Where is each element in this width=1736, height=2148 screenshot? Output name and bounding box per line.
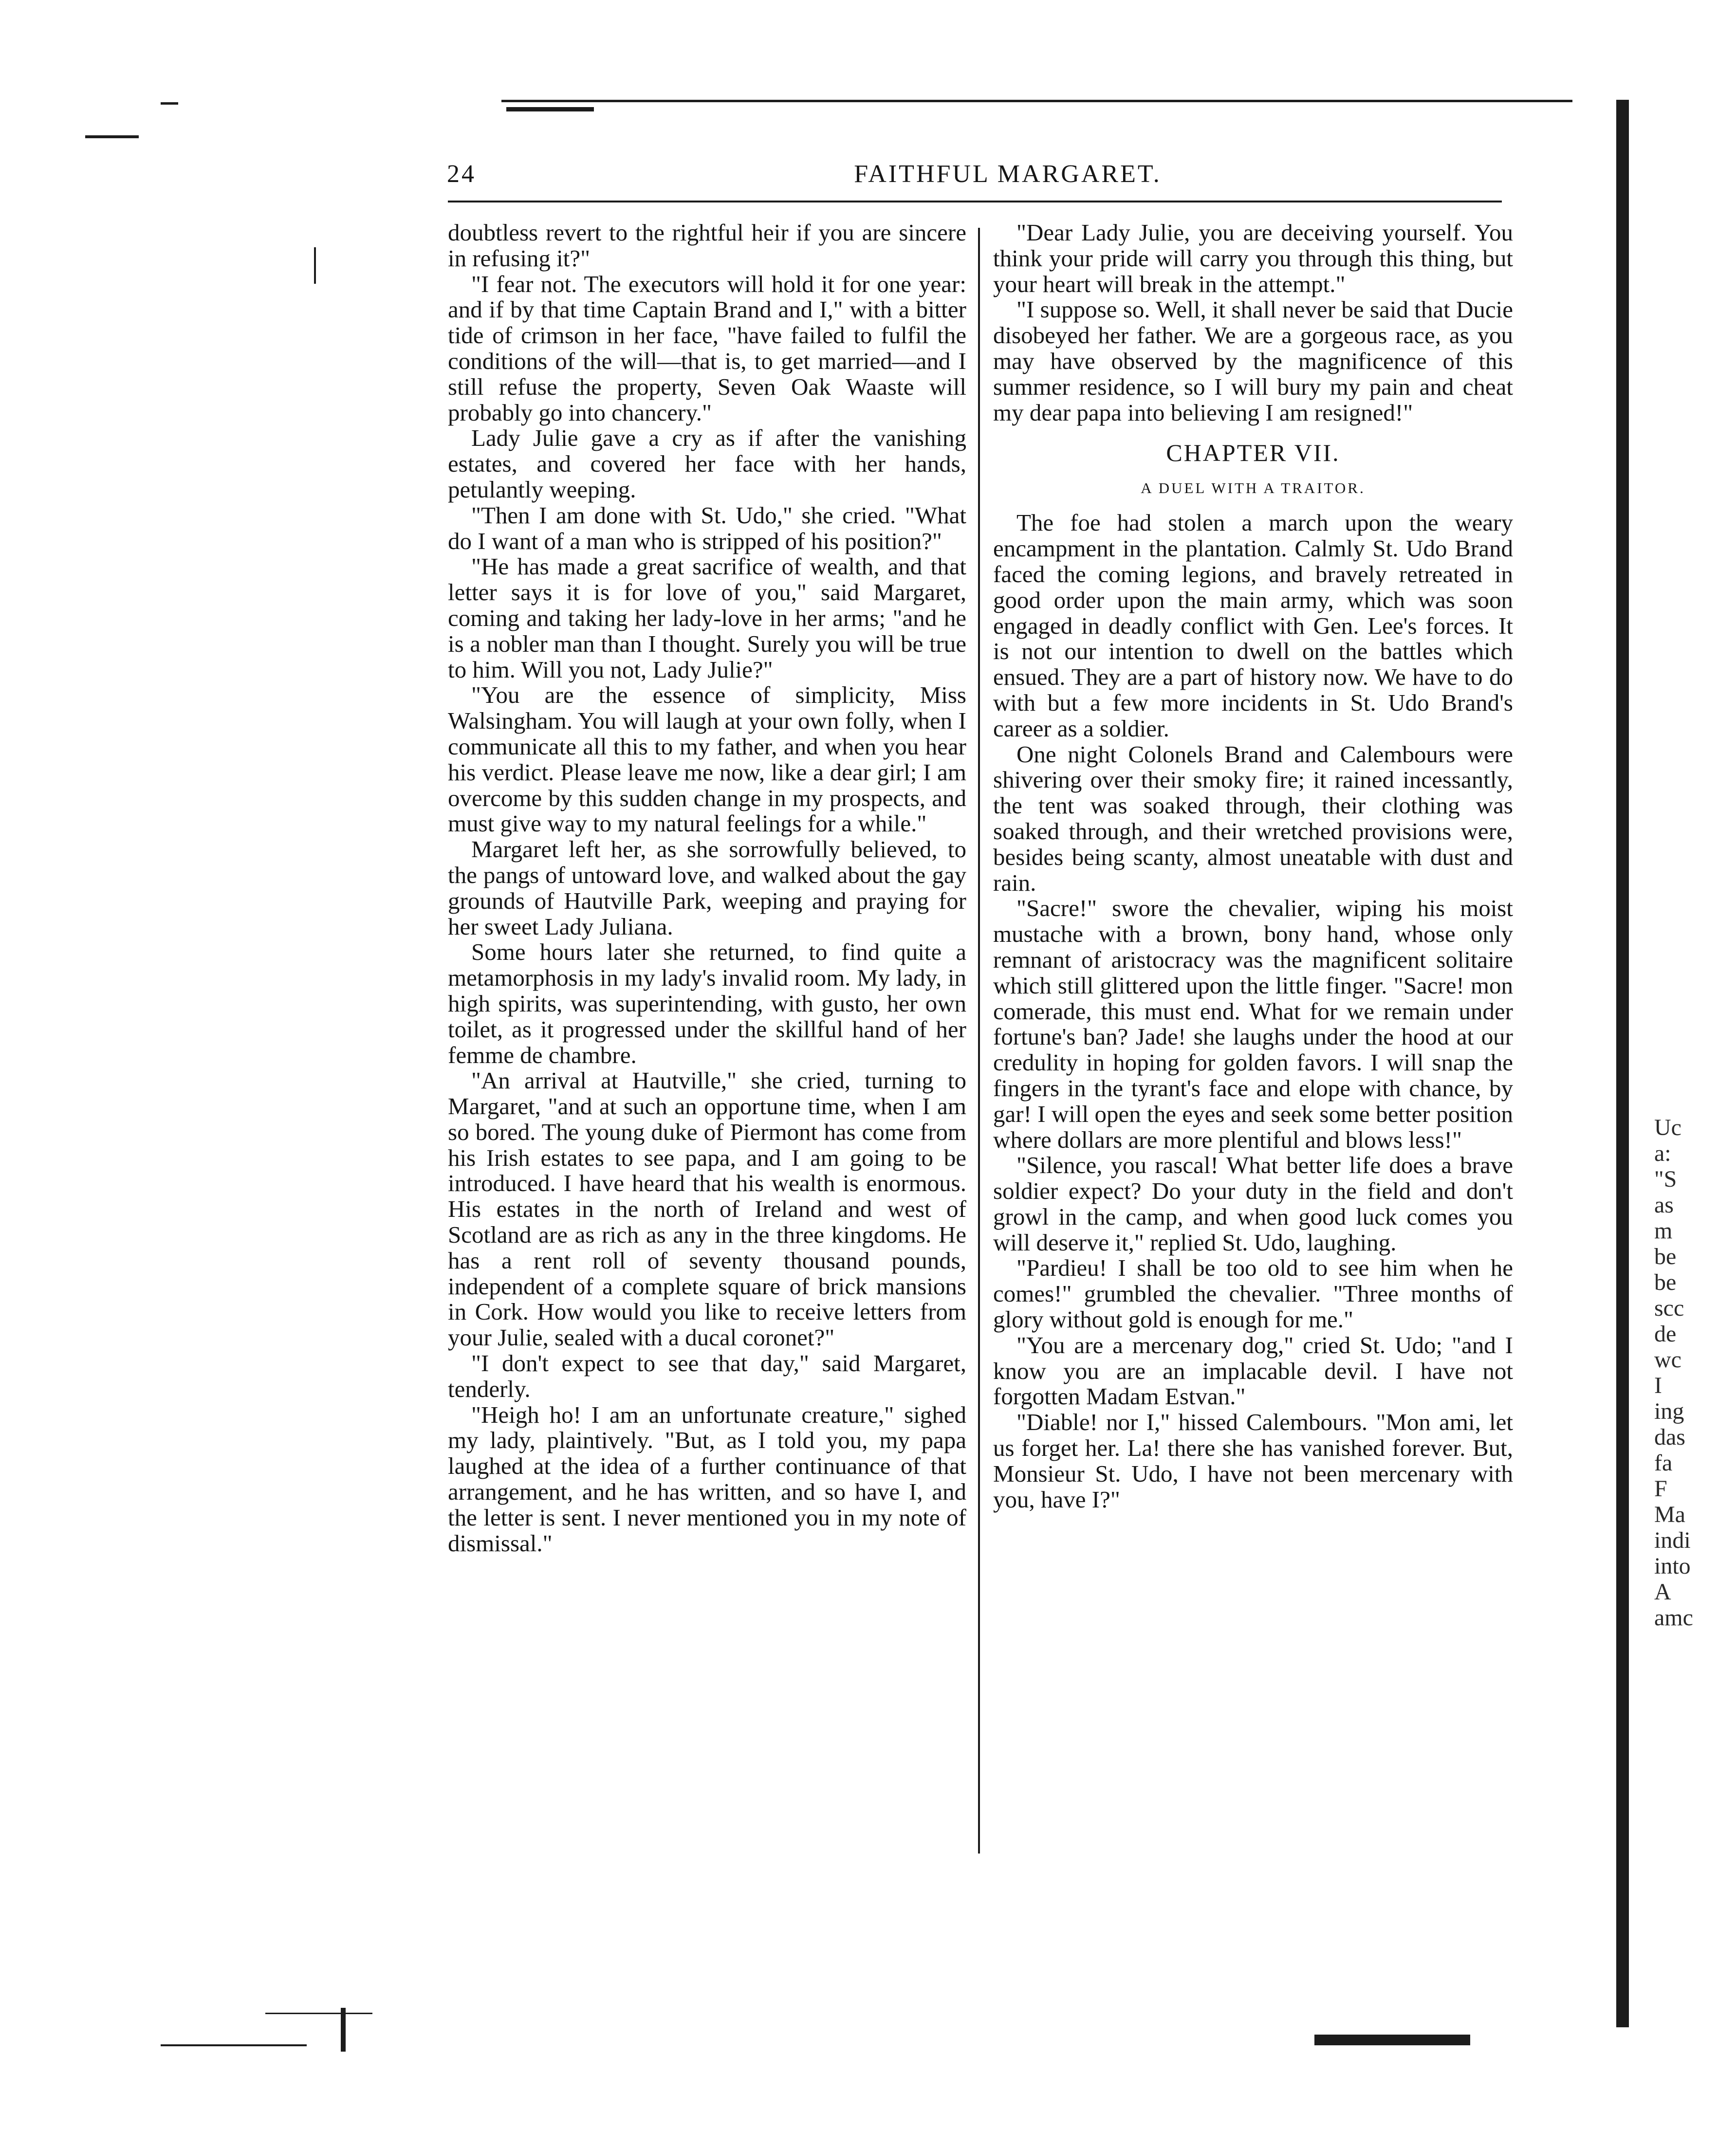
fragment-line: amc <box>1654 1605 1693 1631</box>
fragment-line: de <box>1654 1321 1677 1347</box>
fragment-line: das <box>1654 1424 1685 1450</box>
paragraph: Some hours later she returned, to find quite a metamorphosis in my lady's invalid room. My lady, in high spirits, was superintending, with gusto, her own toilet, as it progressed under the skillful hand of her femme de chambre. <box>448 938 966 1068</box>
paragraph: "Sacre!" swore the chevalier, wiping his moist mustache with a brown, bony hand, whose only remnant of aristocracy was the magnificent solitaire which still glittered upon the little finger. "Sacre! mon comerade, this must end. What for we remain under fortune's ban? Jade! she laughs under the hood at our credulity in hoping for golden favors. I will snap the fingers in the tyrant's face and elope with chance, by gar! I will open the eyes and seek some better position where dollars are more plentiful and blows less!" <box>993 895 1513 1153</box>
right-edge-scan-bar <box>1616 100 1629 2027</box>
paragraph: "Pardieu! I shall be too old to see him when he comes!" grumbled the chevalier. "Three months of glory without gold is enough for me." <box>993 1254 1513 1333</box>
fragment-line: ing <box>1654 1398 1684 1424</box>
fragment-line: F <box>1654 1476 1667 1502</box>
column-gutter-rule <box>978 228 980 1854</box>
right-text-column <box>993 220 1513 1512</box>
paragraph: "Heigh ho! I am an unfortunate creature," sighed my lady, plaintively. "But, as I told you, my papa laughed at the idea of a further continuance of that arrangement, and he has written, and so have I, and the letter is sent. I never mentioned you in my note of dismissal." <box>448 1401 966 1557</box>
left-text-column <box>448 220 966 1556</box>
header-rule <box>448 201 1502 202</box>
fragment-line: "S <box>1654 1166 1677 1192</box>
bottom-left-scrap <box>161 2044 307 2046</box>
paragraph: "I fear not. The executors will hold it for one year: and if by that time Captain Brand and I," with a bitter tide of crimson in her face, "have failed to fulfil the conditions of the will—that is, to get married—and I still refuse the property, Seven Oak Waaste will probably go into chancery." <box>448 270 966 426</box>
bottom-scan-stroke <box>1314 2035 1470 2045</box>
facing-page-fragments <box>1654 1115 1732 1631</box>
paragraph: The foe had stolen a march upon the weary encampment in the plantation. Calmly St. Udo Brand faced the coming legions, and bravely retreated in good order upon the main army, which was soon engaged in deadly conflict with Gen. Lee's forces. It is not our intention to dwell on the battles which ensued. They are a part of history now. We have to do with but a few more incidents in St. Udo Brand's career as a soldier. <box>993 509 1513 742</box>
paragraph: "I suppose so. Well, it shall never be said that Ducie disobeyed her father. We are a gorgeous race, as you may have observed by the magnificence of this summer residence, so I will bury my pain and cheat my dear papa into believing I am resigned!" <box>993 296 1513 426</box>
top-scan-rule-lead <box>506 107 594 111</box>
paragraph: "Then I am done with St. Udo," she cried. "What do I want of a man who is stripped of his position?" <box>448 501 966 554</box>
fragment-line: wc <box>1654 1347 1681 1373</box>
fragment-line: Uc <box>1654 1115 1681 1140</box>
paragraph: "He has made a great sacrifice of wealth, and that letter says it is for love of you," said Margaret, coming and taking her lady-love in her arms; "and he is a nobler man than I thought. Surely you will be true to him. Will you not, Lady Julie?" <box>448 553 966 683</box>
running-title: FAITHFUL MARGARET. <box>854 160 1162 188</box>
fragment-line: A <box>1654 1579 1671 1605</box>
bottom-left-scrap <box>265 2013 372 2014</box>
top-scan-rule <box>501 100 1572 102</box>
paragraph: doubtless revert to the rightful heir if you are sincere in refusing it?" <box>448 219 966 272</box>
paragraph: "Dear Lady Julie, you are deceiving yourself. You think your pride will carry you through this thing, but your heart will break in the attempt." <box>993 219 1513 297</box>
paragraph: "Silence, you rascal! What better life does a brave soldier expect? Do your duty in the field and don't growl in the camp, and when good luck comes you will deserve it," replied St. Udo, laughing. <box>993 1152 1513 1256</box>
paragraph: "I don't expect to see that day," said Margaret, tenderly. <box>448 1350 966 1402</box>
paragraph: "You are a mercenary dog," cried St. Udo; "and I know you are an implacable devil. I have not forgotten Madam Estvan." <box>993 1331 1513 1410</box>
fragment-line: into <box>1654 1553 1691 1579</box>
chapter-subtitle: A DUEL WITH A TRAITOR. <box>1141 479 1366 497</box>
left-margin-mark <box>161 102 178 105</box>
fragment-line: be <box>1654 1244 1677 1269</box>
paragraph: "Diable! nor I," hissed Calembours. "Mon ami, let us forget her. La! there she has vanished forever. But, Monsieur St. Udo, I have not been mercenary with you, have I?" <box>993 1409 1513 1513</box>
fragment-line: a: <box>1654 1140 1671 1166</box>
left-margin-mark <box>85 135 139 138</box>
chapter-title: CHAPTER VII. <box>1166 439 1340 467</box>
paragraph: Lady Julie gave a cry as if after the vanishing estates, and covered her face with her hands, petulantly weeping. <box>448 424 966 503</box>
fragment-line: I <box>1654 1373 1662 1398</box>
fragment-line: fa <box>1654 1450 1673 1476</box>
bottom-left-scrap <box>341 2008 346 2052</box>
left-margin-tick <box>314 247 316 284</box>
paragraph: "You are the essence of simplicity, Miss Walsingham. You will laugh at your own folly, when I communicate all this to my father, and when you hear his verdict. Please leave me now, like a dear girl; I am overcome by this sudden change in my prospects, and must give way to my natural feelings for a while." <box>448 681 966 837</box>
paragraph: Margaret left her, as she sorrowfully believed, to the pangs of untoward love, and walked about the gay grounds of Hautville Park, weeping and praying for her sweet Lady Juliana. <box>448 836 966 940</box>
paragraph: One night Colonels Brand and Calembours were shivering over their smoky fire; it rained incessantly, the tent was soaked through, their clothing was soaked through, and their wretched provisions were, besides being scanty, almost uneatable with dust and rain. <box>993 740 1513 896</box>
fragment-line: as <box>1654 1192 1674 1218</box>
paragraph: "An arrival at Hautville," she cried, turning to Margaret, "and at such an opportune time, when I am so bored. The young duke of Piermont has come from his Irish estates to see papa, and I am going to be introduced. I have heard that his wealth is enormous. His estates in the north of Ireland and west of Scotland are as rich as any in the three kingdoms. He has a rent roll of seventy thousand pounds, independent of a complete square of brick mansions in Cork. How would you like to receive letters from your Julie, sealed with a ducal coronet?" <box>448 1067 966 1351</box>
fragment-line: indi <box>1654 1527 1691 1553</box>
fragment-line: scc <box>1654 1295 1684 1321</box>
fragment-line: be <box>1654 1269 1677 1295</box>
fragment-line: Ma <box>1654 1502 1685 1527</box>
page-number: 24 <box>447 160 476 188</box>
fragment-line: m <box>1654 1218 1673 1244</box>
